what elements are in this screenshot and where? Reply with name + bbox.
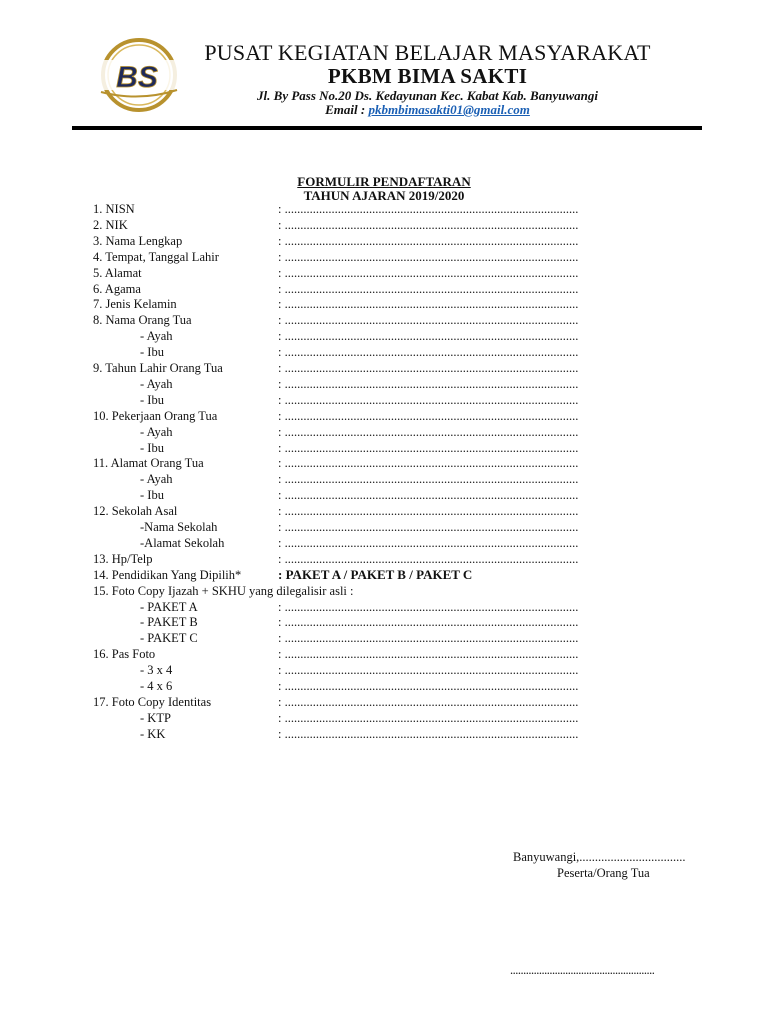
form-field-input[interactable]: : .............................................................................................. <box>278 265 579 280</box>
form-field-input[interactable]: : .............................................................................................. <box>278 329 579 344</box>
form-field-input[interactable]: : .............................................................................................. <box>278 440 579 455</box>
form-field-label: -Nama Sekolah <box>140 520 218 534</box>
form-field-label: 16. Pas Foto <box>93 647 156 662</box>
signature-line: ....................................................... <box>510 963 655 977</box>
signature-role: Peserta/Orang Tua <box>557 866 650 880</box>
svg-text:BS: BS <box>116 61 158 94</box>
form-field-label: - Ayah <box>140 376 173 391</box>
header-email <box>185 102 670 118</box>
form-field-input[interactable]: : .............................................................................................. <box>278 679 579 693</box>
form-field-label: 6. Agama <box>93 281 141 296</box>
form-field-input[interactable]: : .............................................................................................. <box>278 281 579 296</box>
form-field-label: 1. NISN <box>93 202 135 216</box>
form-field-label: 17. Foto Copy Identitas <box>93 694 212 709</box>
form-field-input[interactable]: : .............................................................................................. <box>278 217 579 232</box>
form-field-input[interactable]: : .............................................................................................. <box>278 710 579 725</box>
header-organization-name: PKBM BIMA SAKTI <box>327 64 528 88</box>
form-field-input[interactable]: : .............................................................................................. <box>278 615 579 630</box>
form-field-input[interactable]: : .............................................................................................. <box>278 694 579 709</box>
form-field-label: 10. Pekerjaan Orang Tua <box>93 408 218 423</box>
form-field-input[interactable]: : .............................................................................................. <box>278 726 579 741</box>
email-link[interactable]: pkbmbimasakti01@gmail.com <box>368 102 530 117</box>
form-field-label: - Ibu <box>140 440 164 455</box>
form-field-label: 8. Nama Orang Tua <box>93 313 192 328</box>
form-field-label: - Ayah <box>140 424 173 439</box>
form-field-input[interactable]: : .............................................................................................. <box>278 233 579 248</box>
form-field-label: - 3 x 4 <box>140 663 173 678</box>
form-field-input[interactable]: : .............................................................................................. <box>278 202 579 216</box>
form-field-label: 15. Foto Copy Ijazah + SKHU yang dilegalisir asli : <box>93 583 354 598</box>
form-field-label: - Ayah <box>140 472 173 487</box>
form-title: FORMULIR PENDAFTARAN <box>297 174 471 189</box>
program-options: : PAKET A / PAKET B / PAKET C <box>278 566 473 582</box>
form-field-label: - Ibu <box>140 392 164 407</box>
form-field-label: 4. Tempat, Tanggal Lahir <box>93 249 219 264</box>
form-field-label: 12. Sekolah Asal <box>93 504 178 519</box>
form-field-label: - Ibu <box>140 488 164 503</box>
form-field-label: - PAKET C <box>140 631 198 646</box>
form-field-label: - Ibu <box>140 345 164 360</box>
form-field-input[interactable]: : .............................................................................................. <box>278 249 579 264</box>
form-field-input[interactable]: : .............................................................................................. <box>278 361 579 375</box>
form-field-input[interactable]: : .............................................................................................. <box>278 504 579 519</box>
form-field-label: - KTP <box>140 710 171 725</box>
form-field-label: - KK <box>140 726 166 741</box>
form-field-input[interactable]: : .............................................................................................. <box>278 647 579 662</box>
header-title: PUSAT KEGIATAN BELAJAR MASYARAKAT <box>204 40 651 65</box>
form-field-input[interactable]: : .............................................................................................. <box>278 345 579 360</box>
form-field-input[interactable]: : .............................................................................................. <box>278 424 579 439</box>
form-field-input[interactable]: : .............................................................................................. <box>278 472 579 487</box>
pkbm-logo <box>95 36 179 116</box>
form-field-input[interactable]: : .............................................................................................. <box>278 599 579 614</box>
form-field-label: 3. Nama Lengkap <box>93 233 183 248</box>
signature-place-date: Banyuwangi,.................................. <box>513 850 686 864</box>
form-field-input[interactable]: : .............................................................................................. <box>278 297 579 312</box>
form-field-label: 2. NIK <box>93 217 128 232</box>
form-field-input[interactable]: : .............................................................................................. <box>278 313 579 328</box>
form-field-label: - 4 x 6 <box>140 679 173 693</box>
form-field-input[interactable]: : .............................................................................................. <box>278 663 579 678</box>
email-label: Email : <box>325 102 369 117</box>
form-field-label: 13. Hp/Telp <box>93 551 153 566</box>
form-field-label: 14. Pendidikan Yang Dipilih* <box>93 567 242 582</box>
form-field-input[interactable]: : .............................................................................................. <box>278 376 579 391</box>
form-field-input[interactable]: : .............................................................................................. <box>278 520 579 534</box>
form-field-label: - PAKET B <box>140 615 198 630</box>
form-field-input[interactable]: : .............................................................................................. <box>278 392 579 407</box>
form-field-label: 11. Alamat Orang Tua <box>93 456 204 471</box>
form-field-label: - Ayah <box>140 329 173 344</box>
form-field-input[interactable]: : .............................................................................................. <box>278 408 579 423</box>
form-field-label: 9. Tahun Lahir Orang Tua <box>93 361 223 375</box>
form-field-input[interactable]: : .............................................................................................. <box>278 631 579 646</box>
form-field-input[interactable]: : .............................................................................................. <box>278 551 579 566</box>
form-field-input[interactable]: : .............................................................................................. <box>278 535 579 550</box>
form-field-label: - PAKET A <box>140 599 198 614</box>
form-field-label: 7. Jenis Kelamin <box>93 297 177 312</box>
form-field-input[interactable]: : .............................................................................................. <box>278 488 579 503</box>
form-academic-year: TAHUN AJARAN 2019/2020 <box>303 188 465 203</box>
header-address: Jl. By Pass No.20 Ds. Kedayunan Kec. Kabat Kab. Banyuwangi <box>257 88 598 103</box>
form-field-input[interactable]: : .............................................................................................. <box>278 456 579 471</box>
form-field-label: -Alamat Sekolah <box>140 535 225 550</box>
form-field-label: 5. Alamat <box>93 265 142 280</box>
header-divider <box>72 126 702 130</box>
